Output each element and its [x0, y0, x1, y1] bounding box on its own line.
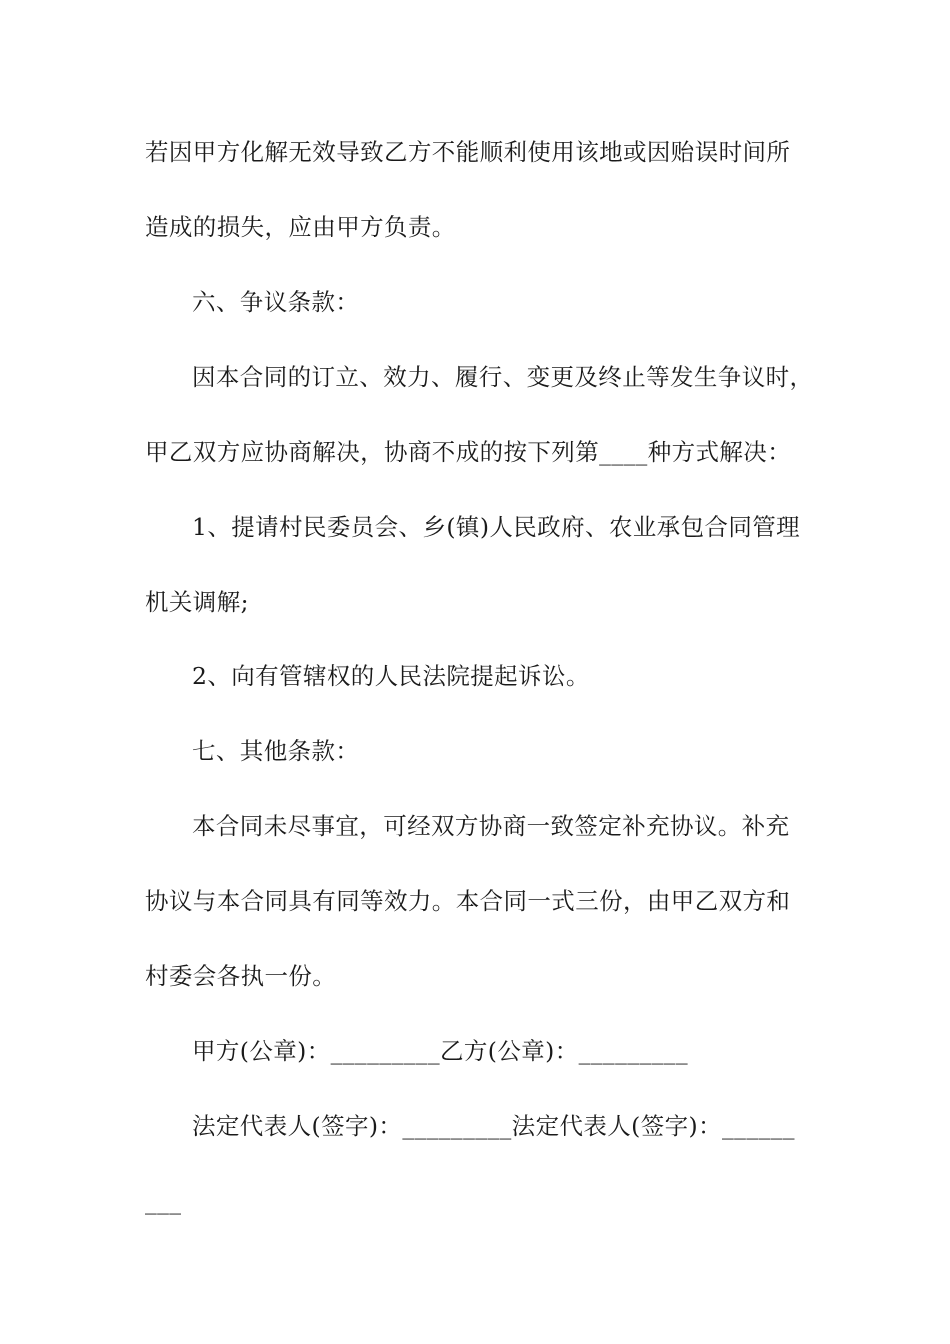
section-heading-other: 七、其他条款：: [192, 737, 360, 765]
list-item-1: 1、提请村民委员会、乡(镇)人民政府、农业承包合同管理: [192, 513, 801, 541]
paragraph-line-5: 甲乙双方应协商解决，协商不成的按下列第____种方式解决：: [145, 438, 792, 466]
list-item-1-continued: 机关调解;: [145, 588, 249, 616]
section-heading-dispute: 六、争议条款：: [192, 288, 360, 316]
paragraph-line-11: 协议与本合同具有同等效力。本合同一式三份，由甲乙双方和: [145, 887, 791, 915]
paragraph-line-12: 村委会各执一份。: [145, 962, 337, 990]
paragraph-line-10: 本合同未尽事宜，可经双方协商一致签定补充协议。补充: [192, 812, 790, 840]
signature-line: 法定代表人(签字)：_________法定代表人(签字)：______: [192, 1112, 795, 1140]
signature-line-continued: ___: [145, 1187, 182, 1215]
list-item-2: 2、向有管辖权的人民法院提起诉讼。: [192, 662, 590, 690]
seal-line: 甲方(公章)：_________乙方(公章)：_________: [192, 1037, 688, 1065]
paragraph-line-4: 因本合同的订立、效力、履行、变更及终止等发生争议时，: [192, 363, 814, 391]
paragraph-line-1: 若因甲方化解无效导致乙方不能顺利使用该地或因贻误时间所: [145, 138, 791, 166]
paragraph-line-2: 造成的损失，应由甲方负责。: [145, 213, 456, 241]
